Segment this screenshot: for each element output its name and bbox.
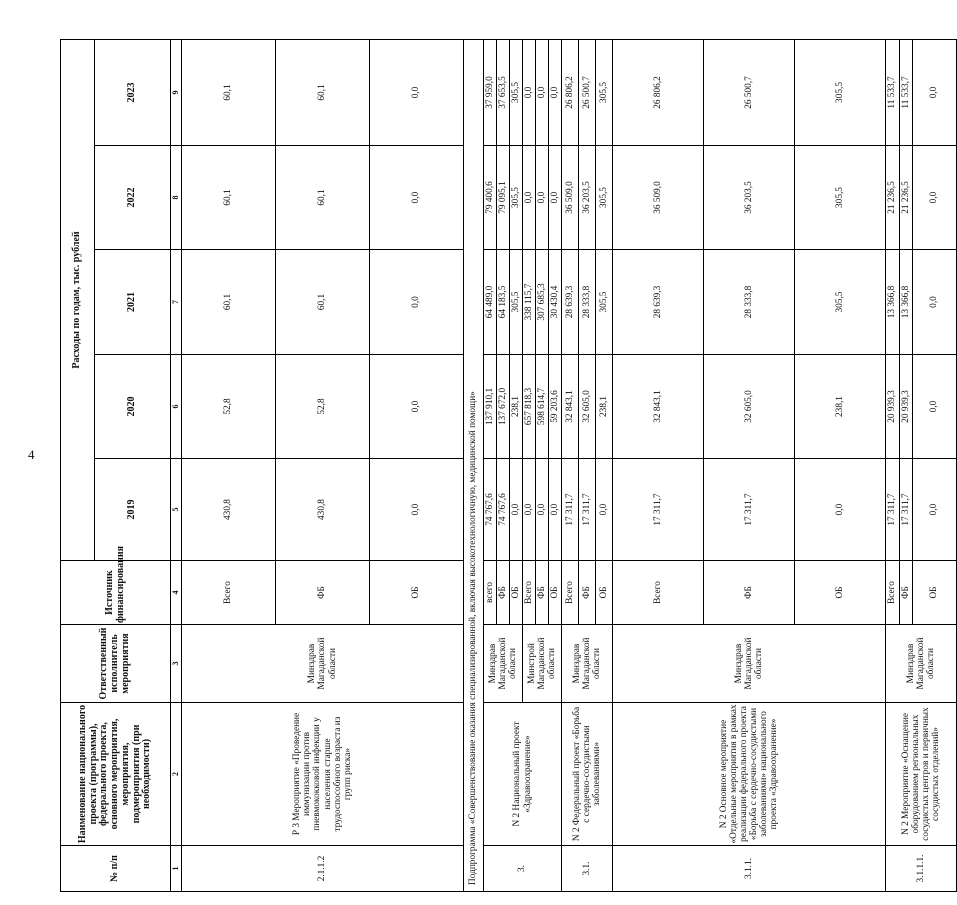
value-cell: 30 430,4 bbox=[549, 250, 562, 355]
value-cell: 17 311,7 bbox=[562, 459, 579, 561]
value-cell: 0,0 bbox=[536, 459, 549, 561]
value-cell: 13 366,8 bbox=[886, 250, 900, 355]
value-cell: 305,5 bbox=[795, 250, 886, 355]
value-cell: 26 500,7 bbox=[579, 39, 596, 145]
column-number: 6 bbox=[171, 355, 182, 459]
column-number: 1 bbox=[171, 846, 182, 892]
value-cell: 0,0 bbox=[795, 459, 886, 561]
value-cell: 60,1 bbox=[276, 39, 370, 145]
value-cell: 36 509,0 bbox=[562, 146, 579, 250]
source-cell: ФБ bbox=[579, 561, 596, 625]
value-cell: 238,1 bbox=[510, 355, 523, 459]
value-cell: 0,0 bbox=[370, 355, 464, 459]
row-responsible: Минздрав Магаданской области bbox=[562, 625, 613, 703]
value-cell: 0,0 bbox=[523, 39, 536, 145]
value-cell: 137 672,0 bbox=[497, 355, 510, 459]
value-cell: 430,8 bbox=[182, 459, 276, 561]
header-name: Наименование национального проекта (программы), федерального проекта, основного мероприятия, мероприятия, подмероприятия (при необходимости) bbox=[61, 703, 171, 846]
value-cell: 0,0 bbox=[523, 459, 536, 561]
source-cell: Всего bbox=[886, 561, 900, 625]
source-cell: ОБ bbox=[549, 561, 562, 625]
source-cell: ФБ bbox=[704, 561, 795, 625]
value-cell: 305,5 bbox=[510, 146, 523, 250]
value-cell: 305,5 bbox=[795, 146, 886, 250]
row-responsible: Минстрой Магаданской области bbox=[523, 625, 562, 703]
header-year: 2020 bbox=[95, 355, 171, 459]
value-cell: 430,8 bbox=[276, 459, 370, 561]
row-num: 3.1.1.1. bbox=[886, 846, 957, 892]
value-cell: 305,5 bbox=[795, 39, 886, 145]
header-num: № п/п bbox=[61, 846, 171, 892]
row-name: N 2 Основное мероприятие «Отдельные мероприятия в рамках реализации федерального проекта «Борьба с сердечно-сосудистыми заболеваниями» национального проекта «Здравоохранение» bbox=[613, 703, 886, 846]
value-cell: 17 311,7 bbox=[613, 459, 704, 561]
rotated-page-container bbox=[60, 40, 942, 892]
value-cell: 0,0 bbox=[370, 459, 464, 561]
header-responsible: Ответственный исполнитель мероприятия bbox=[61, 625, 171, 703]
value-cell: 0,0 bbox=[370, 146, 464, 250]
source-cell: ОБ bbox=[370, 561, 464, 625]
value-cell: 0,0 bbox=[370, 250, 464, 355]
value-cell: 11 533,7 bbox=[886, 39, 900, 145]
source-cell: ОБ bbox=[596, 561, 613, 625]
row-num: 3.1.1. bbox=[613, 846, 886, 892]
value-cell: 60,1 bbox=[182, 39, 276, 145]
column-number: 9 bbox=[171, 39, 182, 145]
table-row bbox=[562, 39, 579, 891]
source-cell: ОБ bbox=[795, 561, 886, 625]
row-num: 3. bbox=[484, 846, 562, 892]
value-cell: 28 333,8 bbox=[704, 250, 795, 355]
value-cell: 338 115,7 bbox=[523, 250, 536, 355]
value-cell: 0,0 bbox=[913, 459, 957, 561]
row-name: Р 3 Мероприятие «Проведение иммунизации против пневмококковой инфекции у населения старше трудоспособного возраста из групп риска» bbox=[182, 703, 464, 846]
value-cell: 17 311,7 bbox=[900, 459, 913, 561]
row-responsible: Минздрав Магаданской области bbox=[182, 625, 464, 703]
value-cell: 37 959,0 bbox=[484, 39, 497, 145]
value-cell: 305,5 bbox=[596, 39, 613, 145]
value-cell: 238,1 bbox=[795, 355, 886, 459]
value-cell: 60,1 bbox=[182, 250, 276, 355]
value-cell: 598 614,7 bbox=[536, 355, 549, 459]
value-cell: 17 311,7 bbox=[704, 459, 795, 561]
row-name: N 2 Мероприятие «Оснащение оборудованием региональных сосудистых центров и первичных сосудистых отделений» bbox=[886, 703, 957, 846]
value-cell: 32 843,1 bbox=[562, 355, 579, 459]
table-row bbox=[886, 39, 900, 891]
value-cell: 64 489,0 bbox=[484, 250, 497, 355]
value-cell: 17 311,7 bbox=[886, 459, 900, 561]
value-cell: 52,8 bbox=[182, 355, 276, 459]
source-cell: всего bbox=[484, 561, 497, 625]
row-num: 3.1. bbox=[562, 846, 613, 892]
value-cell: 32 843,1 bbox=[613, 355, 704, 459]
value-cell: 60,1 bbox=[276, 146, 370, 250]
value-cell: 20 939,3 bbox=[900, 355, 913, 459]
value-cell: 0,0 bbox=[536, 146, 549, 250]
value-cell: 26 806,2 bbox=[613, 39, 704, 145]
value-cell: 11 533,7 bbox=[900, 39, 913, 145]
page-number: 4 bbox=[28, 447, 35, 462]
column-number: 8 bbox=[171, 146, 182, 250]
value-cell: 305,5 bbox=[510, 39, 523, 145]
value-cell: 307 685,3 bbox=[536, 250, 549, 355]
column-number: 7 bbox=[171, 250, 182, 355]
budget-table bbox=[60, 39, 957, 892]
subprogram-row bbox=[464, 39, 484, 891]
value-cell: 64 183,5 bbox=[497, 250, 510, 355]
header-year: 2019 bbox=[95, 459, 171, 561]
value-cell: 137 910,1 bbox=[484, 355, 497, 459]
value-cell: 37 653,5 bbox=[497, 39, 510, 145]
value-cell: 0,0 bbox=[913, 250, 957, 355]
value-cell: 60,1 bbox=[276, 250, 370, 355]
source-cell: ОБ bbox=[510, 561, 523, 625]
header-year: 2022 bbox=[95, 146, 171, 250]
landscape-page bbox=[60, 40, 942, 892]
value-cell: 74 767,6 bbox=[484, 459, 497, 561]
value-cell: 79 400,6 bbox=[484, 146, 497, 250]
value-cell: 74 767,6 bbox=[497, 459, 510, 561]
value-cell: 0,0 bbox=[913, 355, 957, 459]
value-cell: 59 203,6 bbox=[549, 355, 562, 459]
value-cell: 305,5 bbox=[510, 250, 523, 355]
row-name: N 2 Федеральный проект «Борьба с сердечно-сосудистыми заболеваниями» bbox=[562, 703, 613, 846]
value-cell: 26 806,2 bbox=[562, 39, 579, 145]
value-cell: 36 509,0 bbox=[613, 146, 704, 250]
table-row bbox=[182, 39, 276, 891]
source-cell: ФБ bbox=[900, 561, 913, 625]
value-cell: 28 639,3 bbox=[562, 250, 579, 355]
column-number: 4 bbox=[171, 561, 182, 625]
value-cell: 52,8 bbox=[276, 355, 370, 459]
value-cell: 0,0 bbox=[913, 39, 957, 145]
source-cell: ФБ bbox=[497, 561, 510, 625]
value-cell: 21 236,5 bbox=[886, 146, 900, 250]
value-cell: 0,0 bbox=[536, 39, 549, 145]
source-cell: Всего bbox=[182, 561, 276, 625]
source-cell: ФБ bbox=[536, 561, 549, 625]
row-responsible: Минздрав Магаданской области bbox=[613, 625, 886, 703]
value-cell: 0,0 bbox=[510, 459, 523, 561]
value-cell: 0,0 bbox=[596, 459, 613, 561]
value-cell: 79 095,1 bbox=[497, 146, 510, 250]
row-responsible: Минздрав Магаданской области bbox=[886, 625, 957, 703]
value-cell: 0,0 bbox=[370, 39, 464, 145]
column-number: 2 bbox=[171, 703, 182, 846]
value-cell: 26 500,7 bbox=[704, 39, 795, 145]
header-year: 2021 bbox=[95, 250, 171, 355]
table-row bbox=[484, 39, 497, 891]
value-cell: 21 236,5 bbox=[900, 146, 913, 250]
source-cell: Всего bbox=[613, 561, 704, 625]
subprogram-title: Подпрограмма «Совершенствование оказания специализированной, включая высокотехнологичную, медицинской помощи» bbox=[464, 39, 484, 891]
header-year: 2023 bbox=[95, 39, 171, 145]
source-cell: ФБ bbox=[276, 561, 370, 625]
value-cell: 305,5 bbox=[596, 250, 613, 355]
value-cell: 36 203,5 bbox=[704, 146, 795, 250]
value-cell: 32 605,0 bbox=[704, 355, 795, 459]
value-cell: 0,0 bbox=[549, 146, 562, 250]
row-num: 2.1.1.2 bbox=[182, 846, 464, 892]
source-cell: Всего bbox=[523, 561, 536, 625]
value-cell: 657 818,3 bbox=[523, 355, 536, 459]
value-cell: 305,5 bbox=[596, 146, 613, 250]
value-cell: 238,1 bbox=[596, 355, 613, 459]
value-cell: 60,1 bbox=[182, 146, 276, 250]
value-cell: 17 311,7 bbox=[579, 459, 596, 561]
column-number: 3 bbox=[171, 625, 182, 703]
value-cell: 0,0 bbox=[523, 146, 536, 250]
source-cell: ОБ bbox=[913, 561, 957, 625]
header-source: Источник финансирования bbox=[61, 561, 171, 625]
value-cell: 0,0 bbox=[549, 39, 562, 145]
header-expenses: Расходы по годам, тыс. рублей bbox=[61, 39, 95, 560]
value-cell: 28 333,8 bbox=[579, 250, 596, 355]
value-cell: 0,0 bbox=[913, 146, 957, 250]
value-cell: 28 639,3 bbox=[613, 250, 704, 355]
value-cell: 13 366,8 bbox=[900, 250, 913, 355]
value-cell: 20 939,3 bbox=[886, 355, 900, 459]
source-cell: Всего bbox=[562, 561, 579, 625]
row-name: N 2 Национальный проект «Здравоохранение» bbox=[484, 703, 562, 846]
value-cell: 32 605,0 bbox=[579, 355, 596, 459]
value-cell: 0,0 bbox=[549, 459, 562, 561]
table-row bbox=[613, 39, 704, 891]
row-responsible: Минздрав Магаданской области bbox=[484, 625, 523, 703]
column-number: 5 bbox=[171, 459, 182, 561]
value-cell: 36 203,5 bbox=[579, 146, 596, 250]
